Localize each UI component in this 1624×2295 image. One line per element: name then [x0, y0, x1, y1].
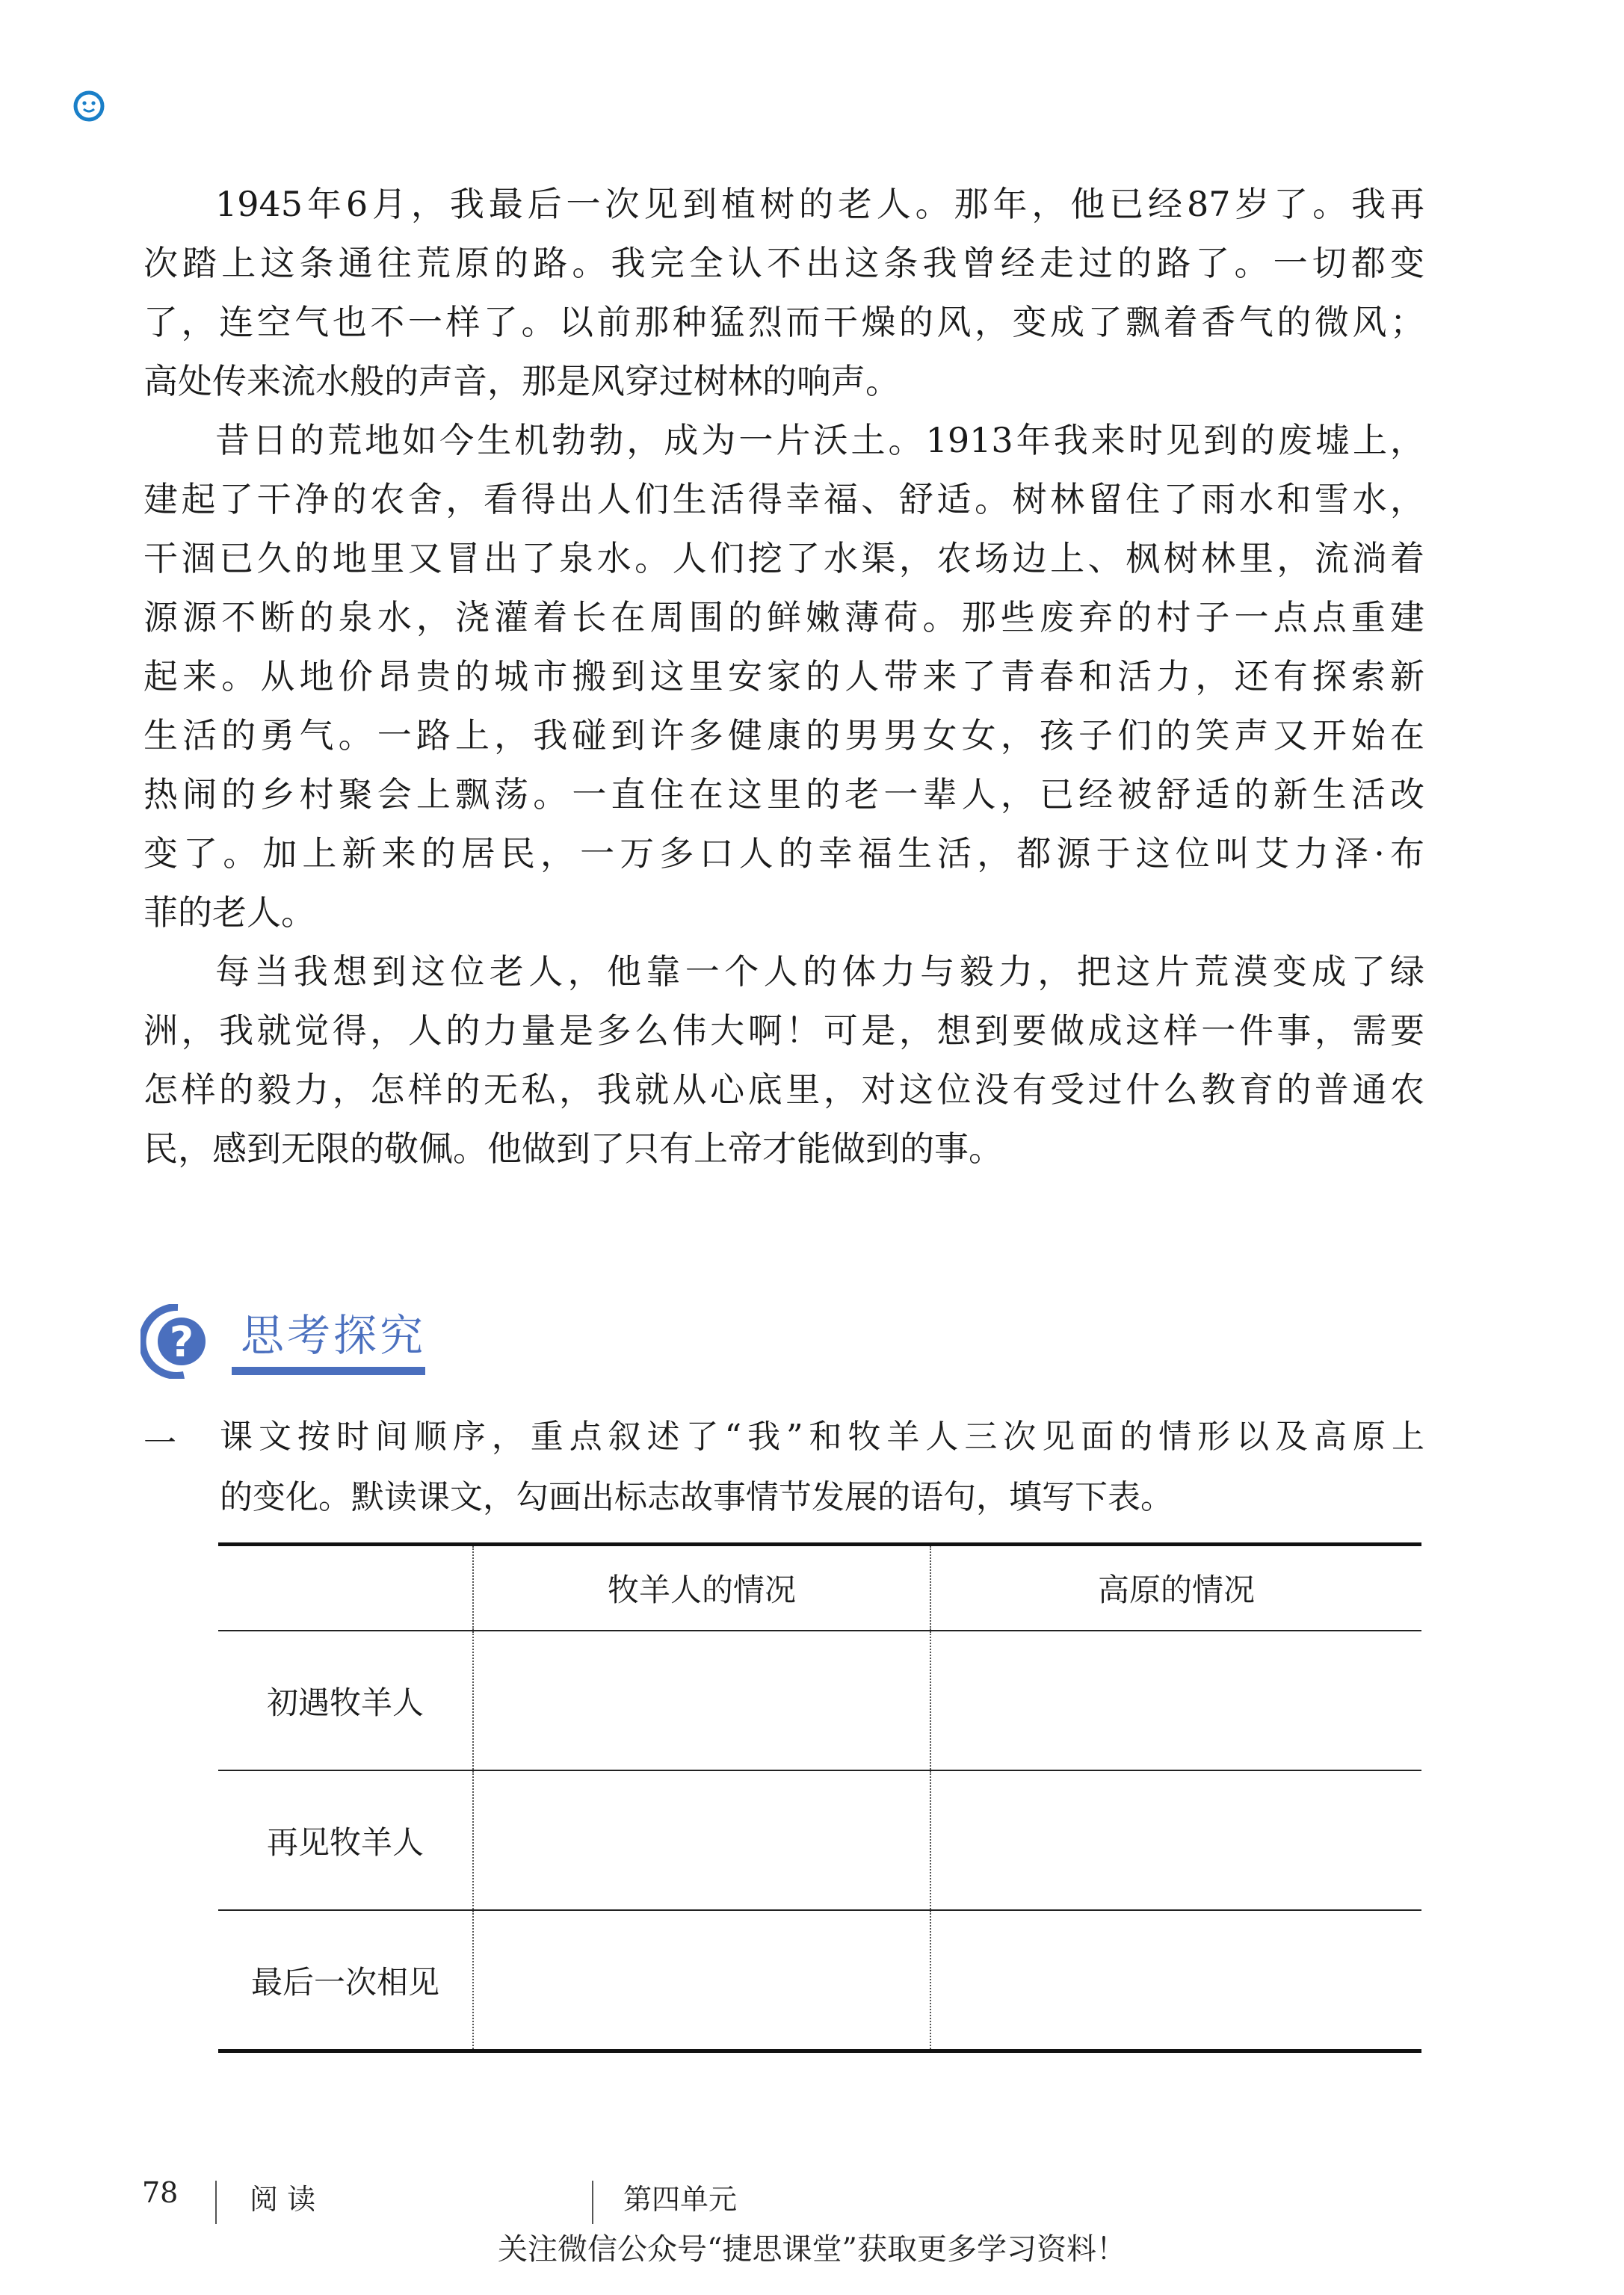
row-label: 最后一次相见 [218, 1910, 473, 2051]
passage-line: 了，连空气也不一样了。以前那种猛烈而干燥的风，变成了飘着香气的微风； [143, 302, 1424, 342]
page-number: 78 [142, 2176, 179, 2209]
smiley-icon [72, 90, 105, 123]
table-header-shepherd: 牧羊人的情况 [473, 1545, 930, 1631]
passage-line: 起来。从地价昂贵的城市搬到这里安家的人带来了青春和活力，还有探索新 [143, 656, 1424, 696]
passage-line: 民，感到无限的敬佩。他做到了只有上帝才能做到的事。 [143, 1128, 1003, 1169]
table-row [218, 1770, 1421, 1910]
passage-line: 菲的老人。 [143, 892, 315, 933]
passage-line: 变了。加上新来的居民，一万多口人的幸福生活，都源于这位叫艾力泽·布 [143, 833, 1424, 874]
section-title: 思考探究 [241, 1310, 427, 1361]
passage-line: 次踏上这条通往荒原的路。我完全认不出这条我曾经走过的路了。一切都变 [143, 243, 1424, 283]
plateau-cell[interactable] [930, 1631, 1421, 1770]
question-text [220, 1406, 1424, 1528]
question-line: 课文按时间顺序，重点叙述了“我”和牧羊人三次见面的情形以及高原上 [220, 1418, 1424, 1456]
plateau-cell[interactable] [930, 1910, 1421, 2051]
section-title-underline [232, 1367, 425, 1375]
table-row [218, 1910, 1421, 2051]
passage-line: 怎样的毅力，怎样的无私，我就从心底里，对这位没有受过什么教育的普通农 [143, 1069, 1424, 1110]
row-label: 再见牧羊人 [218, 1770, 473, 1910]
answer-table [218, 1542, 1421, 2053]
shepherd-cell[interactable] [473, 1770, 930, 1910]
svg-text:?: ? [169, 1318, 194, 1367]
watermark: 关注微信公众号“捷思课堂”获取更多学习资料！ [498, 2232, 1126, 2267]
passage [143, 175, 1424, 1179]
footer-unit: 第四单元 [623, 2183, 738, 2216]
table-header-plateau: 高原的情况 [930, 1545, 1421, 1631]
question-icon [141, 1304, 215, 1379]
footer-divider [592, 2181, 593, 2224]
shepherd-cell[interactable] [473, 1910, 930, 2051]
question-number: 一 [143, 1424, 176, 1462]
passage-line: 建起了干净的农舍，看得出人们生活得幸福、舒适。树林留住了雨水和雪水， [143, 479, 1424, 519]
passage-line: 干涸已久的地里又冒出了泉水。人们挖了水渠，农场边上、枫树林里，流淌着 [143, 538, 1424, 578]
row-label: 初遇牧羊人 [218, 1631, 473, 1770]
passage-line: 源源不断的泉水，浇灌着长在周围的鲜嫩薄荷。那些废弃的村子一点点重建 [143, 597, 1424, 637]
footer-section: 阅 读 [250, 2183, 316, 2216]
footer-divider [215, 2181, 217, 2224]
table-header-row [218, 1545, 1421, 1631]
passage-line: 热闹的乡村聚会上飘荡。一直住在这里的老一辈人，已经被舒适的新生活改 [143, 774, 1424, 815]
passage-line: 高处传来流水般的声音，那是风穿过树林的响声。 [143, 361, 900, 401]
passage-line: 洲，我就觉得，人的力量是多么伟大啊！可是，想到要做成这样一件事，需要 [143, 1010, 1424, 1051]
passage-line: 生活的勇气。一路上，我碰到许多健康的男男女女，孩子们的笑声又开始在 [143, 715, 1424, 756]
shepherd-cell[interactable] [473, 1631, 930, 1770]
passage-line: 1945年6月，我最后一次见到植树的老人。那年，他已经87岁了。我再 [215, 184, 1424, 224]
plateau-cell[interactable] [930, 1770, 1421, 1910]
question-line: 的变化。默读课文，勾画出标志故事情节发展的语句，填写下表。 [220, 1478, 1173, 1516]
passage-line: 每当我想到这位老人，他靠一个人的体力与毅力，把这片荒漠变成了绿 [215, 951, 1424, 992]
table-header-blank [218, 1545, 473, 1631]
passage-line: 昔日的荒地如今生机勃勃，成为一片沃土。1913年我来时见到的废墟上， [215, 420, 1424, 460]
table-row [218, 1631, 1421, 1770]
